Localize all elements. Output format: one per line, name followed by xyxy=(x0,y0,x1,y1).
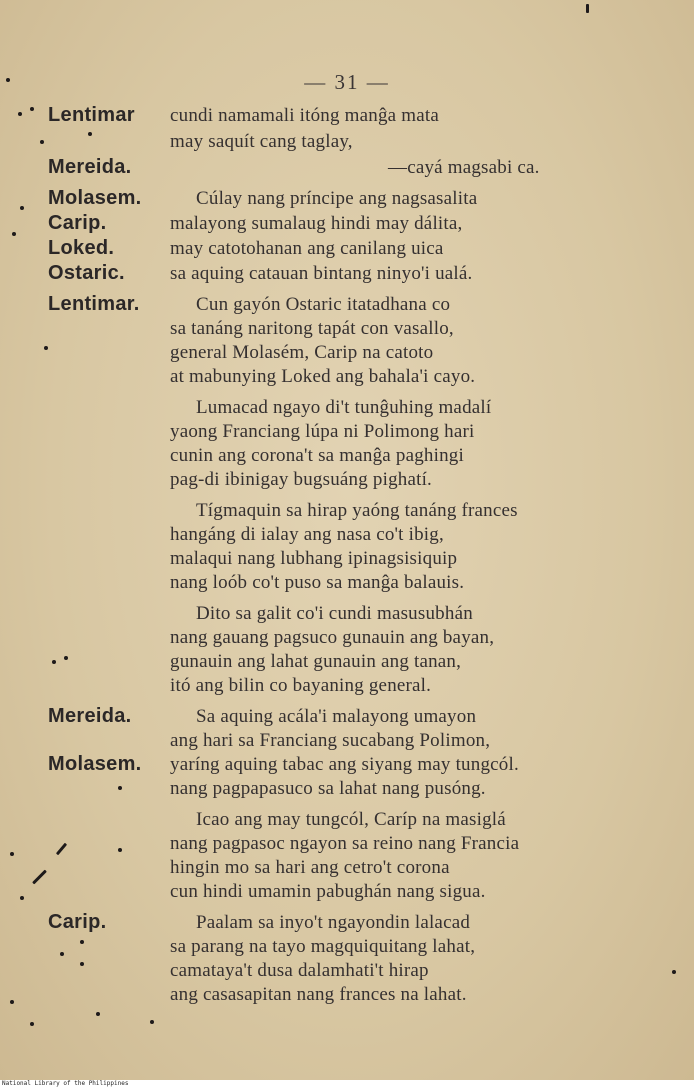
speaker-name: Mereida. xyxy=(48,156,132,178)
verse-text: pag-di ibinigay bugsuáng pighatí. xyxy=(170,469,433,490)
footer-bar xyxy=(0,1080,694,1088)
verse-text: hangáng di ialay ang nasa co't ibig, xyxy=(170,524,444,545)
verse-text: Cun gayón Ostaric itatadhana co xyxy=(196,294,451,315)
ink-speck xyxy=(30,1022,34,1026)
verse-text: Dito sa galit co'i cundi masusubhán xyxy=(196,603,473,624)
verse-line xyxy=(0,674,694,700)
verse-text: yaríng aquing tabac ang siyang may tungcól. xyxy=(170,754,519,775)
verse-text: may catotohanan ang canilang uica xyxy=(170,238,444,259)
verse-text: ang casasapitan nang frances na lahat. xyxy=(170,984,467,1005)
verse-line xyxy=(0,650,694,676)
verse-line xyxy=(0,396,694,422)
verse-text: nang pagpapasuco sa lahat nang pusóng. xyxy=(170,778,486,799)
speaker-name: Loked. xyxy=(48,237,115,259)
verse-text: Paalam sa inyo't ngayondin lalacad xyxy=(196,912,471,933)
speaker-name: Ostaric. xyxy=(48,262,125,284)
verse-line xyxy=(0,808,694,834)
verse-text: Sa aquing acála'i malayong umayon xyxy=(196,706,477,727)
verse-text: nang loób co't puso sa manĝa balauis. xyxy=(170,572,465,593)
verse-text: camataya't dusa dalamhati't hirap xyxy=(170,960,429,981)
verse-text: Tígmaquin sa hirap yaóng tanáng frances xyxy=(196,500,518,521)
ink-speck xyxy=(150,1020,154,1024)
verse-line xyxy=(0,547,694,573)
verse-line xyxy=(0,499,694,525)
verse-text: hingin mo sa hari ang cetro't corona xyxy=(170,857,450,878)
ink-mark xyxy=(586,4,589,13)
ink-speck xyxy=(18,112,22,116)
speaker-name: Carip. xyxy=(48,911,107,933)
verse-text: may saquít cang taglay, xyxy=(170,131,353,152)
verse-text: gunauin ang lahat gunauin ang tanan, xyxy=(170,651,462,672)
verse-text: general Molasém, Carip na catoto xyxy=(170,342,434,363)
verse-line xyxy=(0,983,694,1009)
page-number: — 31 — xyxy=(304,70,390,94)
ink-speck xyxy=(10,852,14,856)
ink-speck xyxy=(118,786,122,790)
ink-speck xyxy=(80,940,84,944)
ink-speck xyxy=(12,232,16,236)
verse-text: Lumacad ngayo di't tunĝuhing madalí xyxy=(196,397,492,418)
verse-line xyxy=(0,935,694,961)
verse-text: Icao ang may tungcól, Caríp na masiglá xyxy=(196,809,506,830)
ink-speck xyxy=(40,140,44,144)
verse-line xyxy=(0,237,694,263)
verse-line xyxy=(0,571,694,597)
ink-speck xyxy=(20,896,24,900)
verse-line xyxy=(0,880,694,906)
ink-speck xyxy=(60,952,64,956)
verse-line xyxy=(0,444,694,470)
verse-text: cundi namamali itóng manĝa mata xyxy=(170,105,439,126)
verse-text: yaong Franciang lúpa ni Polimong hari xyxy=(170,421,475,442)
speaker-name: Molasem. xyxy=(48,753,142,775)
verse-line xyxy=(0,317,694,343)
verse-line xyxy=(0,523,694,549)
speaker-name: Lentimar xyxy=(48,104,135,126)
verse-line xyxy=(0,187,694,213)
verse-text: nang pagpasoc ngayon sa reino nang Francia xyxy=(170,833,520,854)
verse-text: sa parang na tayo magquiquitang lahat, xyxy=(170,936,476,957)
footer-credit: National Library of the Philippines xyxy=(2,1080,129,1087)
ink-speck xyxy=(30,107,34,111)
ink-speck xyxy=(80,962,84,966)
verse-line xyxy=(0,262,694,288)
ink-speck xyxy=(88,132,92,136)
verse-line xyxy=(0,626,694,652)
verse-text: cun hindi umamin pabughán nang sigua. xyxy=(170,881,486,902)
speaker-name: Molasem. xyxy=(48,187,142,209)
verse-line xyxy=(0,777,694,803)
verse-text: —cayá magsabi ca. xyxy=(388,157,540,178)
speaker-name: Carip. xyxy=(48,212,107,234)
speaker-name: Mereida. xyxy=(48,705,132,727)
verse-line xyxy=(0,753,694,779)
verse-text: itó ang bilin co bayaning general. xyxy=(170,675,432,696)
verse-line xyxy=(0,130,694,156)
ink-speck xyxy=(52,660,56,664)
ink-speck xyxy=(64,656,68,660)
verse-line xyxy=(0,212,694,238)
verse-line xyxy=(0,856,694,882)
ink-speck xyxy=(118,848,122,852)
verse-text: Cúlay nang príncipe ang nagsasalita xyxy=(196,188,478,209)
verse-line xyxy=(0,156,694,182)
verse-line xyxy=(0,959,694,985)
verse-line xyxy=(0,911,694,937)
verse-line xyxy=(0,602,694,628)
verse-line xyxy=(0,705,694,731)
ink-speck xyxy=(20,206,24,210)
verse-line xyxy=(0,468,694,494)
verse-line xyxy=(0,420,694,446)
verse-text: at mabunying Loked ang bahala'i cayo. xyxy=(170,366,476,387)
ink-speck xyxy=(6,78,10,82)
verse-text: malayong sumalaug hindi may dálita, xyxy=(170,213,463,234)
verse-text: cunin ang corona't sa manĝa paghingi xyxy=(170,445,464,466)
verse-line xyxy=(0,729,694,755)
verse-line xyxy=(0,104,694,130)
verse-line xyxy=(0,832,694,858)
ink-speck xyxy=(672,970,676,974)
verse-text: malaqui nang lubhang ipinagsisiquip xyxy=(170,548,458,569)
verse-text: nang gauang pagsuco gunauin ang bayan, xyxy=(170,627,495,648)
verse-text: sa tanáng naritong tapát con vasallo, xyxy=(170,318,454,339)
ink-speck xyxy=(96,1012,100,1016)
verse-line xyxy=(0,365,694,391)
verse-text: sa aquing catauan bintang ninyo'i ualá. xyxy=(170,263,473,284)
speaker-name: Lentimar. xyxy=(48,293,140,315)
verse-text: ang hari sa Franciang sucabang Polimon, xyxy=(170,730,491,751)
ink-speck xyxy=(10,1000,14,1004)
verse-line xyxy=(0,293,694,319)
ink-speck xyxy=(44,346,48,350)
verse-line xyxy=(0,341,694,367)
